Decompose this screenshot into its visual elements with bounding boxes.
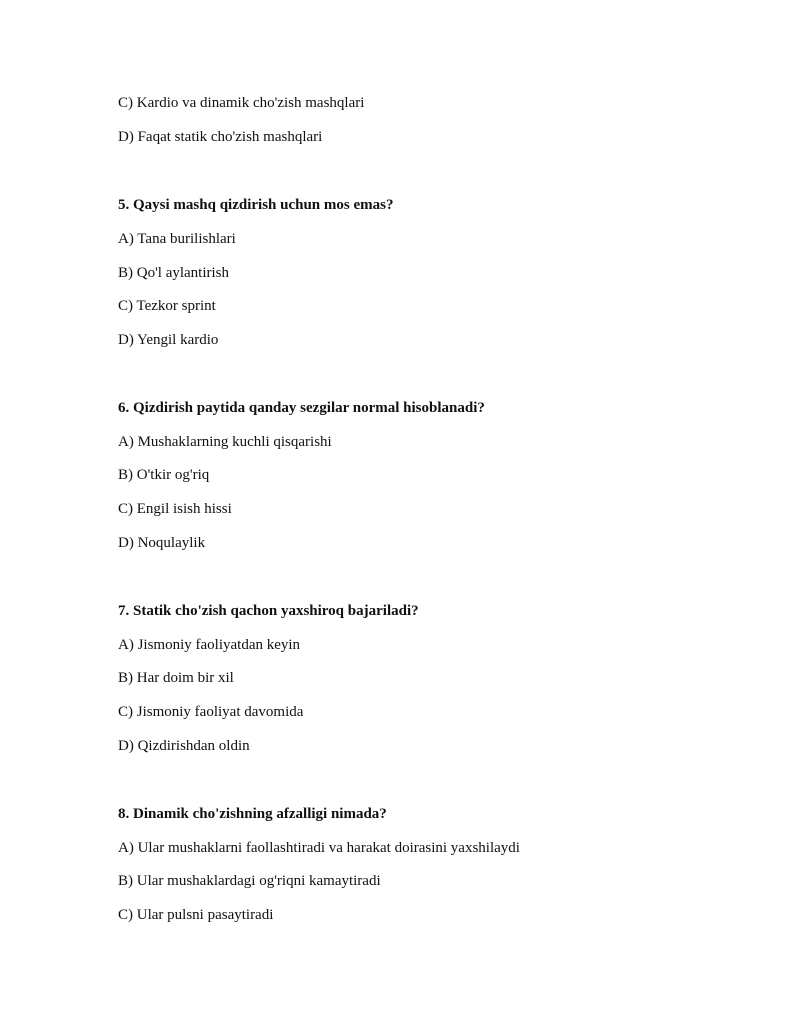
- option-item: B) Har doim bir xil: [118, 670, 234, 686]
- option-item: B) Ular mushaklardagi og'riqni kamaytiradi: [118, 873, 381, 889]
- option-item: D) Yengil kardio: [118, 332, 219, 348]
- option-item: D) Qizdirishdan oldin: [118, 738, 250, 754]
- option-item: D) Noqulaylik: [118, 535, 206, 551]
- option-item: A) Jismoniy faoliyatdan keyin: [118, 637, 301, 653]
- question-heading: 5. Qaysi mashq qizdirish uchun mos emas?: [118, 197, 394, 213]
- option-item: B) O'tkir og'riq: [118, 467, 210, 483]
- option-item: D) Faqat statik cho'zish mashqlari: [118, 129, 323, 145]
- option-item: A) Tana burilishlari: [118, 231, 236, 247]
- question-heading: 7. Statik cho'zish qachon yaxshiroq bajariladi?: [118, 603, 419, 619]
- option-item: C) Kardio va dinamik cho'zish mashqlari: [118, 95, 365, 111]
- option-item: C) Jismoniy faoliyat davomida: [118, 704, 304, 720]
- question-heading: 6. Qizdirish paytida qanday sezgilar normal hisoblanadi?: [118, 400, 485, 416]
- option-item: B) Qo'l aylantirish: [118, 265, 230, 281]
- option-item: C) Tezkor sprint: [118, 298, 216, 314]
- question-heading: 8. Dinamik cho'zishning afzalligi nimada?: [118, 806, 387, 822]
- option-item: A) Ular mushaklarni faollashtiradi va harakat doirasini yaxshilaydi: [118, 840, 520, 856]
- option-item: A) Mushaklarning kuchli qisqarishi: [118, 434, 332, 450]
- option-item: C) Ular pulsni pasaytiradi: [118, 907, 274, 923]
- option-item: C) Engil isish hissi: [118, 501, 232, 517]
